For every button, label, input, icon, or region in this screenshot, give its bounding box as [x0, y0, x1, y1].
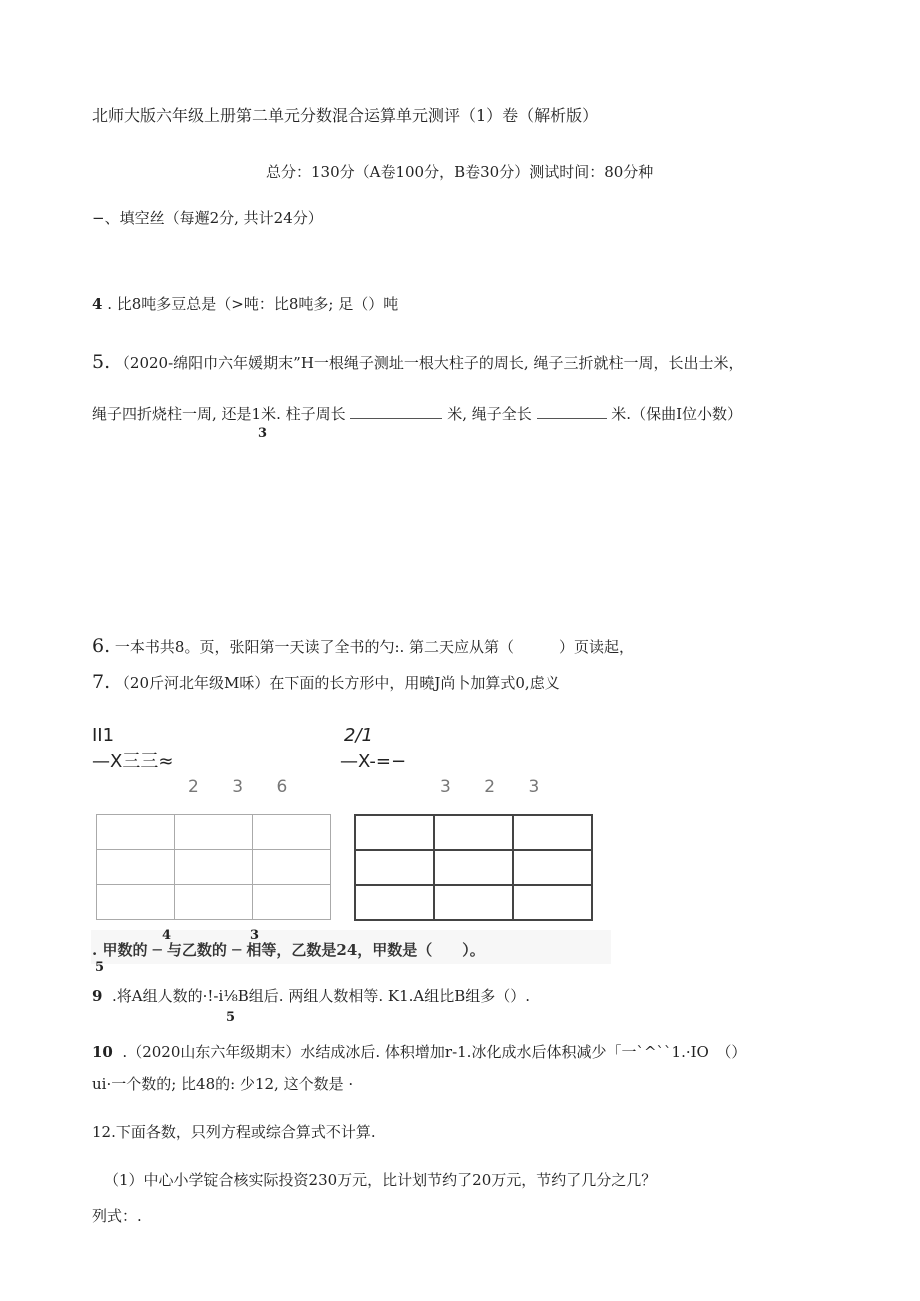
question-text: 绳子四折烧柱一周, 还是1米. 柱子周长 — [92, 405, 346, 423]
grid-cell[interactable] — [175, 885, 253, 920]
rectangle-grid-right — [354, 814, 593, 921]
grid-cell[interactable] — [97, 850, 175, 885]
question-number: 6. — [92, 635, 111, 657]
question-12: 12.下面各数，只列方程或综合算式不计算. — [92, 1123, 376, 1141]
answer-blank-perimeter[interactable] — [350, 404, 442, 419]
fraction-denominator: 5 — [226, 1010, 236, 1025]
grid-cell[interactable] — [175, 815, 253, 850]
figure-left-label-1: II1 — [92, 725, 115, 746]
grid-cell[interactable] — [175, 850, 253, 885]
question-text: .（2020山东六年级期末）水结成冰后. 体积增加r-1.冰化成水后体积减少「一`^``1.·IO （） — [122, 1043, 747, 1061]
grid-cell[interactable] — [253, 885, 331, 920]
fraction-numerator-b: 3 — [250, 928, 260, 943]
rectangle-grid-left — [96, 814, 331, 920]
grid-cell[interactable] — [355, 885, 434, 920]
question-text: .将A组人数的·!-i⅛B组后. 两组人数相等. K1.A组比B组多（）. — [111, 987, 531, 1005]
formula-label: 列式：. — [92, 1207, 142, 1225]
question-number: 4 — [92, 295, 103, 313]
question-number: 9 — [92, 987, 103, 1005]
grid-cell[interactable] — [97, 815, 175, 850]
fraction-numerator-a: 4 — [162, 928, 172, 943]
fraction-denominator: 3 — [258, 426, 268, 441]
grid-cell[interactable] — [355, 850, 434, 885]
question-text: 一本书共8。页，张阳第一天读了全书的勺:. 第二天应从第（ ）页读起， — [114, 638, 635, 656]
question-4 — [92, 294, 398, 314]
question-8: . 甲数的 ─ 与乙数的 ─ 相等，乙数是24，甲数是（ ）。 — [92, 941, 485, 959]
fraction-denominator: 5 — [95, 960, 105, 975]
grid-cell[interactable] — [434, 815, 513, 850]
grid-cell[interactable] — [513, 850, 592, 885]
question-12-part-1: （1）中心小学锭合核实际投资230万元，比计划节约了20万元，节约了几分之几？ — [104, 1171, 657, 1189]
page-title: 北师大版六年级上册第二单元分数混合运算单元测评（1）卷（解析版） — [92, 106, 599, 125]
score-info: 总分：130分（A卷100分，B卷30分）测试时间：80分种 — [266, 163, 654, 181]
question-text: . 比8吨多豆总是（>吨：比8吨多; 足（）吨 — [107, 295, 399, 313]
grid-cell[interactable] — [97, 885, 175, 920]
grid-cell[interactable] — [434, 885, 513, 920]
question-10-line-1 — [92, 1042, 746, 1062]
grid-cell[interactable] — [253, 850, 331, 885]
section-heading: −、填空丝（每邂2分, 共计24分） — [92, 209, 323, 227]
question-number: 5. — [92, 351, 111, 373]
grid-cell[interactable] — [513, 815, 592, 850]
question-11: ui·一个数的; 比48的: 少12, 这个数是 · — [92, 1075, 354, 1093]
grid-cell[interactable] — [434, 850, 513, 885]
grid-cell[interactable] — [253, 815, 331, 850]
figure-right-label-2: —X-=− — [340, 751, 407, 772]
question-9 — [92, 986, 530, 1006]
question-5-line-2 — [92, 404, 742, 424]
grid-cell[interactable] — [355, 815, 434, 850]
figure-right-label-1: 2/1 — [344, 725, 373, 746]
question-text: 米.（保曲I位小数） — [611, 405, 742, 423]
question-5-line-1 — [92, 352, 743, 373]
question-text: 米, 绳子全长 — [447, 405, 532, 423]
question-6 — [92, 636, 634, 657]
figure-left-label-2: —X三三≈ — [92, 751, 174, 772]
question-7 — [92, 672, 560, 693]
question-text: （20斤河北年级M咊）在下面的长方形中，用曉J尚卜加算式0,虑义 — [114, 674, 560, 692]
figure-right-digits: 3 2 3 — [440, 777, 554, 797]
question-text: （2020-绵阳巾六年媛期末”H一根绳子测址一根大柱子的周长, 绳子三折就柱一周，长出士米， — [114, 354, 744, 372]
answer-blank-rope-length[interactable] — [537, 404, 607, 419]
figure-left-digits: 2 3 6 — [188, 777, 302, 797]
grid-cell[interactable] — [513, 885, 592, 920]
question-number: 7. — [92, 671, 111, 693]
question-number: 10 — [92, 1043, 113, 1061]
